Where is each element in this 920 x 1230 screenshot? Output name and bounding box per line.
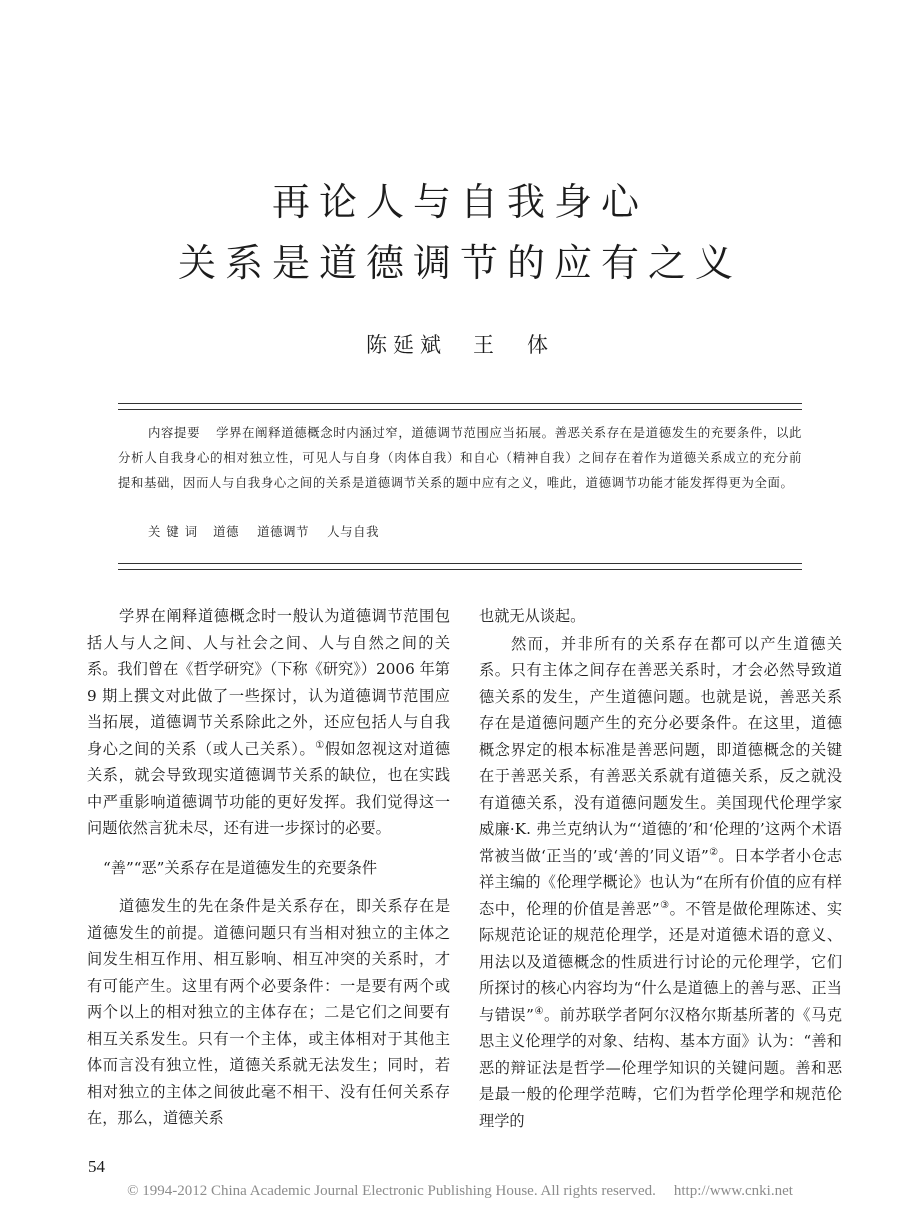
abstract-text: 学界在阐释道德概念时内涵过窄，道德调节范围应当拓展。善恶关系存在是道德发生的充要条件，以此分析人自我身心的相对独立性，可见人与自身（肉体自我）和自心（精神自我）之间存在着作为道德关系成立的充分前提和基础，因而人与自我身心之间的关系是道德调节关系的题中应有之义，唯此，道德调节功能才能发挥得更为全面。 <box>118 425 803 490</box>
copyright-notice: © 1994-2012 China Academic Journal Electronic Publishing House. All rights reserved. <box>127 1183 656 1199</box>
author-2: 王 体 <box>473 333 554 357</box>
footnote-ref: ① <box>315 739 325 751</box>
abstract-top-rule <box>118 403 802 410</box>
page-number: 54 <box>88 1157 105 1176</box>
body-paragraph: 道德发生的先在条件是关系存在，即关系存在是道德发生的前提。道德问题只有当相对独立的主体之间发生相互作用、相互影响、相互冲突的关系时，才有可能产生。这里有两个必要条件：一是要有两个或两个以上的相对独立的主体存在；二是它们之间要有相互关系发生。只有一个主体，或主体相对于其他主体而言没有独立性，道德关系就无法发生；同时，若相对独立的主体之间彼此毫不相干、没有任何关系存在，那么，道德关系 <box>87 897 450 1127</box>
footnote-ref: ③ <box>659 899 670 911</box>
article-title-line2: 关系是道德调节的应有之义 <box>177 241 742 285</box>
left-column <box>87 603 450 1132</box>
abstract <box>118 420 802 495</box>
body-paragraph-continued: 也就无从谈起。 <box>479 607 586 625</box>
section-heading: “善”“恶”关系存在是道德发生的充要条件 <box>103 858 378 877</box>
abstract-label: 内容提要 <box>148 425 201 440</box>
abstract-bottom-rule <box>118 563 802 570</box>
keyword: 人与自我 <box>327 524 380 539</box>
body-paragraph: 学界在阐释道德概念时一般认为道德调节范围包括人与人之间、人与社会之间、人与自然之间的关系。我们曾在《哲学研究》（下称《研究》）2006 年第 9 期上撰文对此做了一些探讨，认为道德调节范围应当拓展，道德调节关系除此之外，还应包括人与自我身心之间的关系（或人己关系）。①假如忽视这对道德关系，就会导致现实道德调节关系的缺位，也在实践中严重影响道德调节功能的更好发挥。我们觉得这一问题依然言犹未尽，还有进一步探讨的必要。 <box>87 607 451 837</box>
right-column <box>479 603 842 1134</box>
footnote-ref: ② <box>708 846 719 858</box>
keywords <box>148 522 397 542</box>
footnote-ref: ④ <box>533 1005 544 1017</box>
footer-url: http://www.cnki.net <box>673 1183 793 1199</box>
body-paragraph: 然而，并非所有的关系存在都可以产生道德关系。只有主体之间存在善恶关系时，才会必然导致道德关系的发生，产生道德问题。也就是说，善恶关系存在是道德问题产生的充分必要条件。在这里，道德概念界定的根本标准是善恶问题，即道德概念的关键在于善恶关系，有善恶关系就有道德关系，反之就没有道德关系，没有道德问题发生。美国现代伦理学家威廉·K. 弗兰克纳认为“‘道德的’和‘伦理的’这两个术语常被当做‘正当的’或‘善的’同义语”②。日本学者小仓志祥主编的《伦理学概论》也认为“在所有价值的应有样态中，伦理的价值是善恶”③。不管是做伦理陈述、实际规范论证的规范伦理学，还是对道德术语的意义、用法以及道德概念的性质进行讨论的元伦理学，它们所探讨的核心内容均为“什么是道德上的善与恶、正当与错误”④。前苏联学者阿尔汉格尔斯基所著的《马克思主义伦理学的对象、结构、基本方面》认为：“善和恶的辩证法是哲学—伦理学知识的关键问题。善和恶是最一般的伦理学范畴，它们为哲学伦理学和规范伦理学的 <box>479 634 843 1130</box>
keywords-label: 关键词 <box>148 524 204 539</box>
article-title-line1: 再论人与自我身心 <box>271 180 648 224</box>
author-1: 陈延斌 <box>366 333 447 357</box>
keyword: 道德调节 <box>257 524 310 539</box>
authors <box>0 335 920 356</box>
footer <box>0 1183 920 1200</box>
keyword: 道德 <box>213 524 240 539</box>
